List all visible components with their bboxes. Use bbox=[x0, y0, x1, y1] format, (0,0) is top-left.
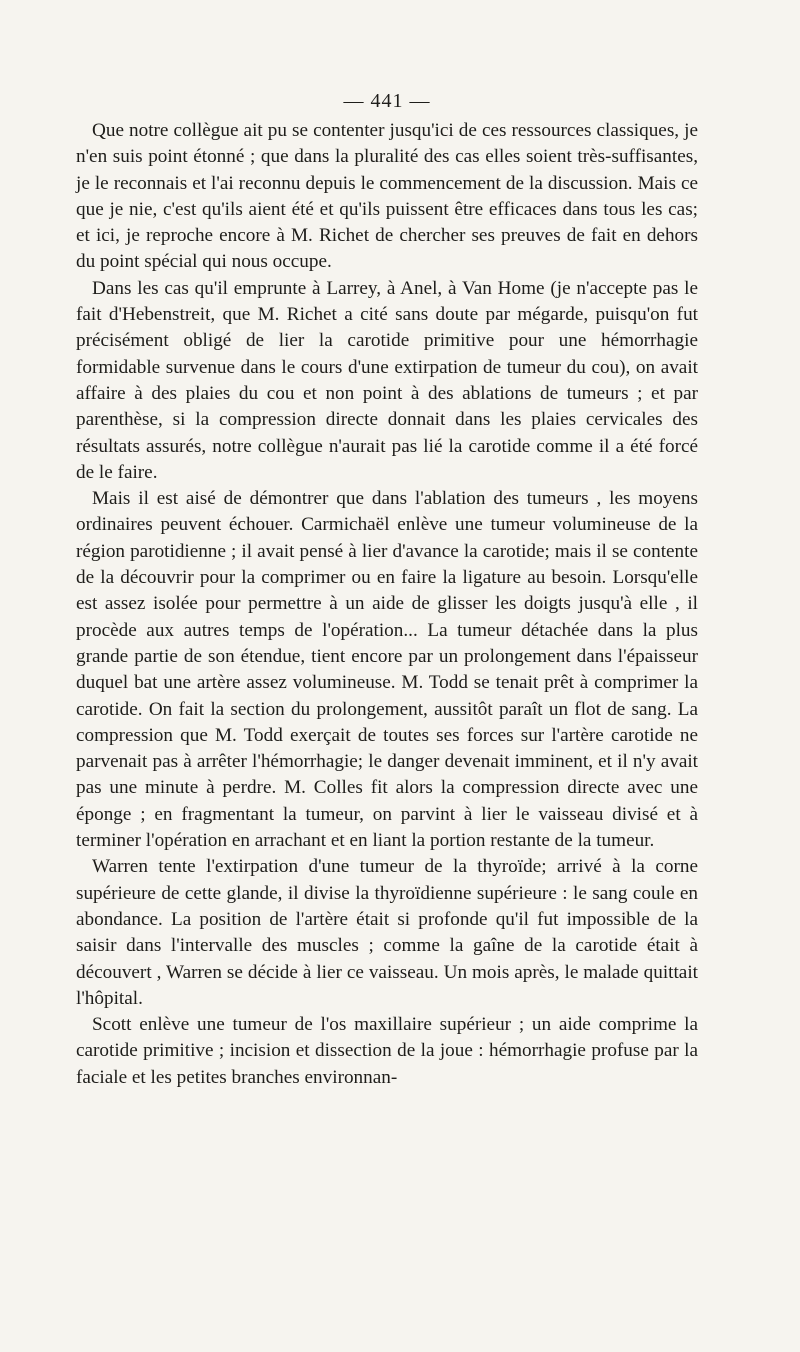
paragraph-2: Dans les cas qu'il emprunte à Larrey, à Anel, à Van Home (je n'accepte pas le fait d'Hebenstreit, que M. Richet a cité sans doute par mégarde, puisqu'on fut précisément obligé de lier la carotide primitive pour une hémorrhagie formidable survenue dans le cours d'une extirpation de tumeur du cou), on avait affaire à des plaies du cou et non point à des ablations de tumeurs ; et par parenthèse, si la compression directe donnait dans les plaies cervicales des résultats assurés, notre collègue n'aurait pas lié la carotide comme il a été forcé de le faire. bbox=[76, 277, 698, 483]
paragraph-3: Mais il est aisé de démontrer que dans l'ablation des tumeurs , les moyens ordinaires peuvent échouer. Carmichaël enlève une tumeur volumineuse de la région parotidienne ; il avait pensé à lier d'avance la carotide; mais il se contente de la découvrir pour la comprimer ou en faire la ligature au besoin. Lorsqu'elle est assez isolée pour permettre à un aide de glisser les doigts jusqu'à elle , il procède aux autres temps de l'opération... La tumeur détachée dans la plus grande partie de son étendue, tient encore par un prolongement dans l'épaisseur duquel bat une artère assez volumineuse. M. Todd se tenait prêt à comprimer la carotide. On fait la section du prolongement, aussitôt paraît un flot de sang. La compression que M. Todd exerçait de toutes ses forces sur l'artère carotide ne parvenait pas à arrêter l'hémorrhagie; le danger devenait imminent, et il n'y avait pas une minute à perdre. M. Colles fit alors la compression directe avec une éponge ; en fragmentant la tumeur, on parvint à lier le vaisseau divisé et à terminer l'opération en arrachant et en liant la portion restante de la tumeur. bbox=[76, 488, 698, 852]
page-number: — 441 — bbox=[343, 90, 431, 112]
paragraph-4: Warren tente l'extirpation d'une tumeur de la thyroïde; arrivé à la corne supérieure de cette glande, il divise la thyroïdienne supérieure : le sang coule en abondance. La position de l'artère était si profonde qu'il fut impossible de la saisir dans l'intervalle des muscles ; comme la gaîne de la carotide était à découvert , Warren se décide à lier ce vaisseau. Un mois après, le malade quittait l'hôpital. bbox=[76, 856, 698, 1009]
paragraph-1: Que notre collègue ait pu se contenter jusqu'ici de ces ressources classiques, je n'en suis point étonné ; que dans la pluralité des cas elles soient très-suffisantes, je le reconnais et l'ai reconnu depuis le commencement de la discussion. Mais ce que je nie, c'est qu'ils aient été et qu'ils puissent être efficaces dans tous les cas; et ici, je reproche encore à M. Richet de chercher ses preuves de fait en dehors du point spécial qui nous occupe. bbox=[76, 120, 698, 273]
paragraph-5: Scott enlève une tumeur de l'os maxillaire supérieur ; un aide comprime la carotide primitive ; incision et dissection de la joue : hémorrhagie profuse par la faciale et les petites branches environnan- bbox=[76, 1014, 698, 1088]
book-page bbox=[76, 88, 698, 1091]
